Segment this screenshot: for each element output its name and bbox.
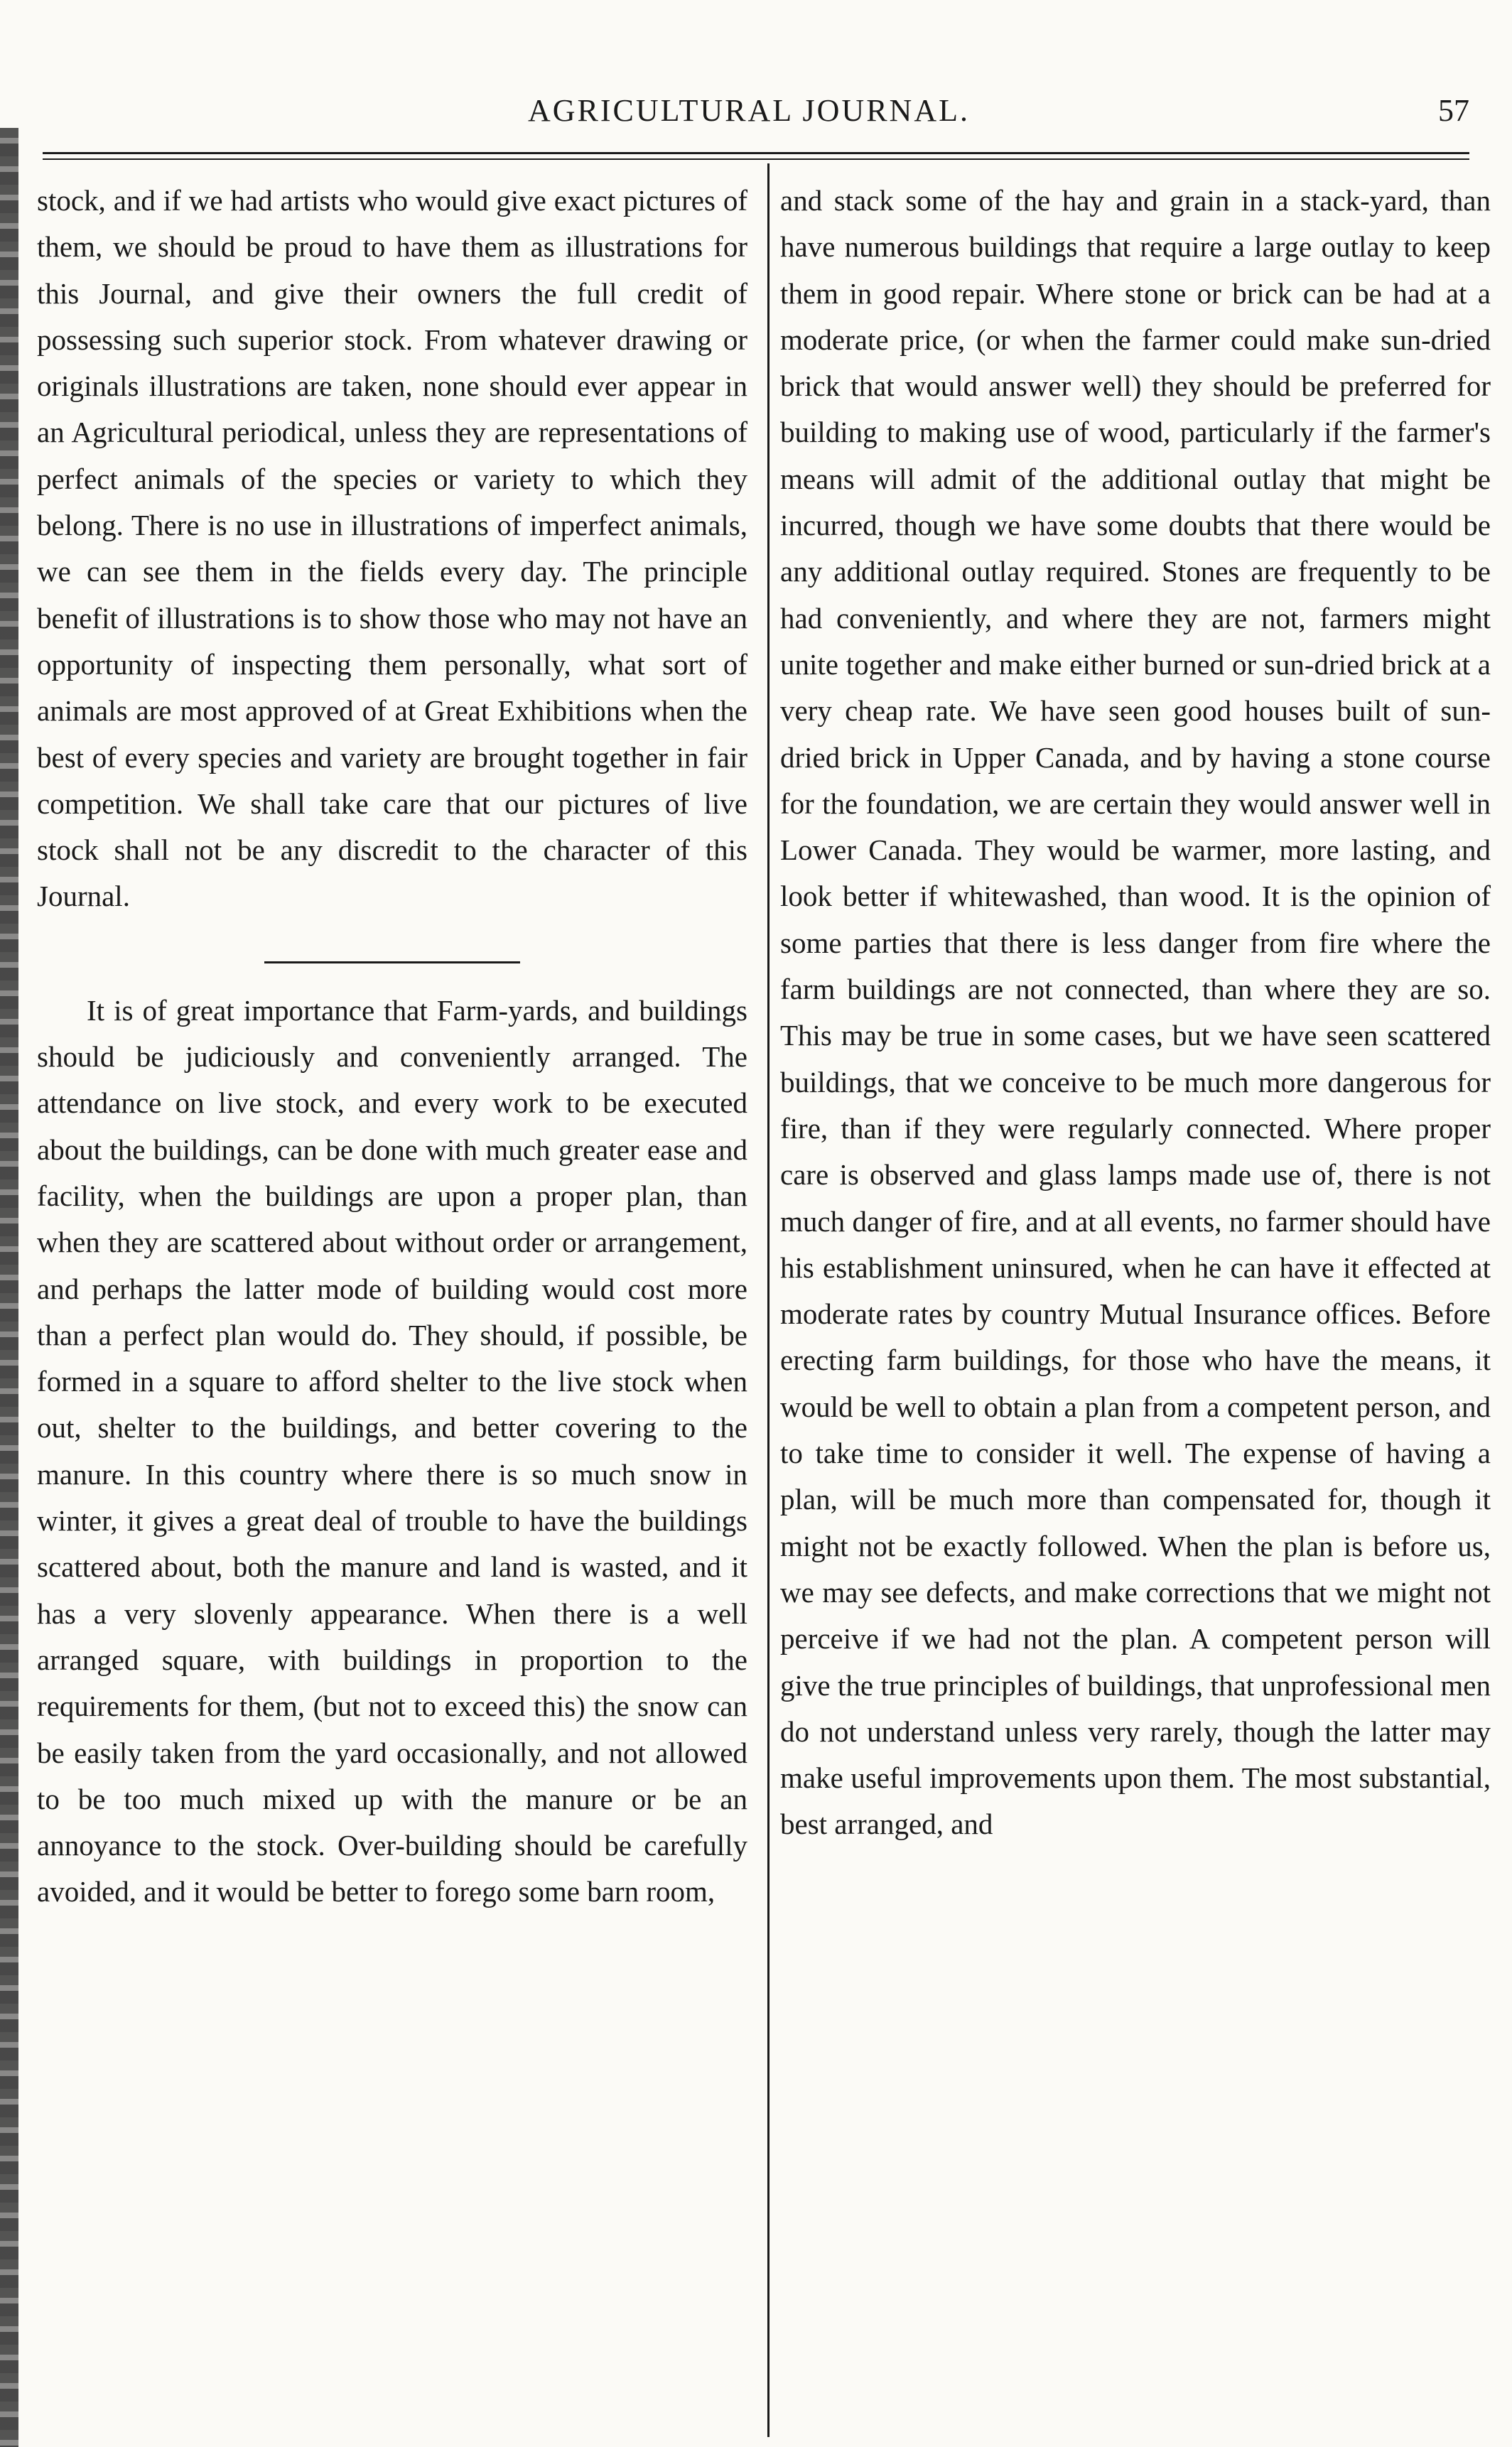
running-title: AGRICULTURAL JOURNAL.: [528, 93, 970, 128]
left-column: [37, 178, 747, 1916]
right-paragraph-1: and stack some of the hay and grain in a stack-yard, than have numerous buildings that require a large outlay to keep them in good repair. Where stone or brick can be had at a moderate price, (or when the farmer could make sun-dried brick that would answer well) they should be preferred for building to making use of wood, particularly if the farmer's means will admit of the additional outlay that might be incurred, though we have some doubts that there would be any additional outlay required. Stones are frequently to be had conveniently, and where they are not, farmers might unite together and make either burned or sun-dried brick at a very cheap rate. We have seen good houses built of sun-dried brick in Upper Canada, and by having a stone course for the foundation, we are certain they would answer well in Lower Canada. They would be warmer, more lasting, and look better if whitewashed, than wood. It is the opinion of some parties that there is less danger from fire where the farm buildings are not connected, than where they are so. This may be true in some cases, but we have seen scattered buildings, that we conceive to be much more dangerous for fire, than if they were regularly connected. Where proper care is observed and glass lamps made use of, there is not much danger of fire, and at all events, no farmer should have his establishment uninsured, when he can have it effected at moderate rates by country Mutual Insurance offices. Before erecting farm buildings, for those who have the means, it would be well to obtain a plan from a competent person, and to take time to consider it well. The expense of having a plan, will be much more than compensated for, though it might not be exactly followed. When the plan is before us, we may see defects, and make corrections that we might not perceive if we had not the plan. A competent person will give the true principles of buildings, that unprofessional men do not understand unless very rarely, though the latter may make useful improvements upon them. The most substantial, best arranged, and: [780, 184, 1491, 1841]
header-rule: [43, 152, 1469, 154]
header-rule-thin: [43, 158, 1469, 160]
page-number: 57: [1438, 93, 1469, 128]
column-divider: [767, 163, 770, 2437]
page-header: [28, 92, 1469, 142]
binding-edge: [0, 128, 18, 2447]
left-paragraph-1: stock, and if we had artists who would give exact pictures of them, we should be proud to have them as illustrations for this Journal, and give their owners the full credit of possessing such superior stock. From whatever drawing or originals illustrations are taken, none should ever appear in an Agricultural periodical, unless they are representations of perfect animals of the species or variety to which they belong. There is no use in illustrations of imperfect animals, we can see them in the fields every day. The principle benefit of illustrations is to show those who may not have an opportunity of inspecting them personally, what sort of animals are most approved of at Great Exhibitions when the best of every species and variety are brought together in fair competition. We shall take care that our pictures of live stock shall not be any discredit to the character of this Journal.: [37, 184, 747, 913]
right-column: [780, 178, 1491, 1848]
section-separator: [264, 961, 520, 963]
left-paragraph-2: It is of great importance that Farm-yards, and buildings should be judiciously and conveniently arranged. The attendance on live stock, and every work to be executed about the buildings, can be done with much greater ease and facility, when the buildings are upon a proper plan, than when they are scattered about without order or arrangement, and perhaps the latter mode of building would cost more than a perfect plan would do. They should, if possible, be formed in a square to afford shelter to the live stock when out, shelter to the buildings, and better covering to the manure. In this country where there is so much snow in winter, it gives a great deal of trouble to have the buildings scattered about, both the manure and land is wasted, and it has a very slovenly appearance. When there is a well arranged square, with buildings in proportion to the requirements for them, (but not to exceed this) the snow can be easily taken from the yard occasionally, and not allowed to be too much mixed up with the manure or be an annoyance to the stock. Over-building should be carefully avoided, and it would be better to forego some barn room,: [37, 993, 747, 1908]
